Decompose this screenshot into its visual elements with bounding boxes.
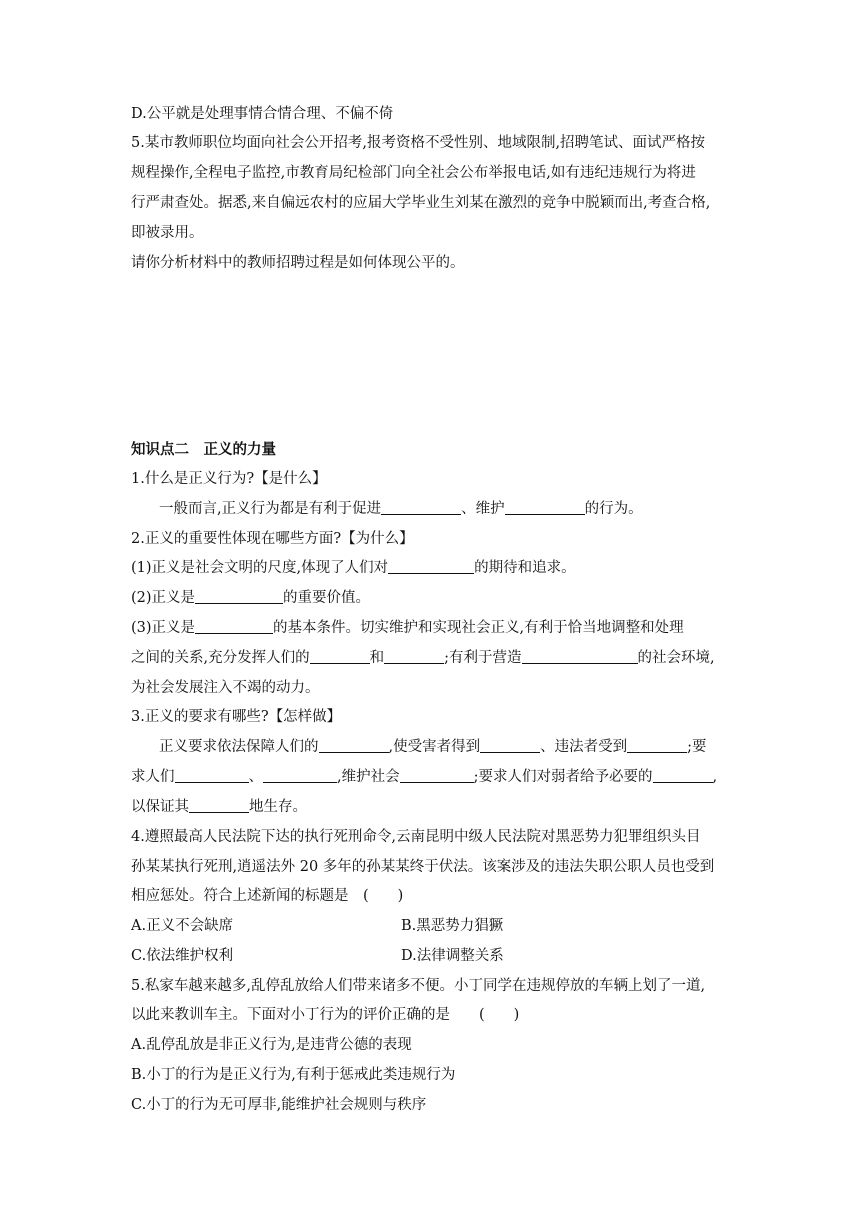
option-b[interactable]: B.黑恶势力猖獗 [401,918,504,934]
blank[interactable] [400,768,474,783]
point-2-item-3: (3)正义是 的基本条件。切实维护和实现社会正义,有利于恰当地调整和处理 [131,620,684,636]
blank[interactable] [627,738,687,753]
blank[interactable] [505,500,585,515]
section-heading: 知识点二 正义的力量 [131,442,276,458]
blank[interactable] [653,768,713,783]
point-3-question: 3.正义的要求有哪些?【怎样做】 [131,709,342,725]
question-4-line-3: 相应惩处。符合上述新闻的标题是 ( ) [131,888,404,904]
blank[interactable] [480,738,540,753]
option-a[interactable]: A.正义不会缺席 [131,918,234,934]
question-5b-line-2: 以此来教训车主。下面对小丁行为的评价正确的是 ( ) [131,1007,520,1023]
question-4-line-2: 孙某某执行死刑,逍遥法外 20 多年的孙某某终于伏法。该案涉及的违法失职公职人员也受到 [131,859,715,875]
option-c[interactable]: C.依法维护权利 [131,948,234,964]
q4-prev-option-d: D.公平就是处理事情合情合理、不偏不倚 [131,106,394,122]
point-2-question: 2.正义的重要性体现在哪些方面?【为什么】 [131,531,414,547]
question-5-line-2: 规程操作,全程电子监控,市教育局纪检部门向全社会公布举报电话,如有违纪违规行为将进 [131,165,696,181]
question-5b-line-1: 5.私家车越来越多,乱停乱放给人们带来诸多不便。小丁同学在违规停放的车辆上划了一道, [131,978,706,994]
blank[interactable] [384,649,444,664]
point-3-answer-line-1: 正义要求依法保障人们的 ,使受害者得到 、违法者受到 ;要 [159,739,707,755]
blank[interactable] [381,500,461,515]
question-4-line-1: 4.遵照最高人民法院下达的执行死刑命令,云南昆明中级人民法院对黑恶势力犯罪组织头目 [131,829,701,845]
option-a[interactable]: A.乱停乱放是非正义行为,是违背公德的表现 [131,1037,412,1053]
blank[interactable] [388,559,474,574]
point-2-item-2: (2)正义是 的重要价值。 [131,590,371,606]
point-2-item-3-end: 为社会发展注入不竭的动力。 [131,680,320,696]
blank[interactable] [195,619,273,634]
question-5-line-4: 即被录用。 [131,225,204,241]
point-3-answer-line-2: 求人们 、 ,维护社会 ;要求人们对弱者给予必要的 , [131,769,718,785]
option-c[interactable]: C.小丁的行为无可厚非,能维护社会规则与秩序 [131,1097,427,1113]
question-5-prompt: 请你分析材料中的教师招聘过程是如何体现公平的。 [131,255,465,271]
blank[interactable] [189,798,249,813]
blank[interactable] [310,649,370,664]
blank[interactable] [175,768,249,783]
point-2-item-3-cont: 之间的关系,充分发挥人们的 和 ;有利于营造 的社会环境, [131,650,715,666]
blank[interactable] [319,738,389,753]
point-1-answer: 一般而言,正义行为都是有利于促进 、维护 的行为。 [159,501,643,517]
blank[interactable] [195,589,283,604]
question-5-line-1: 5.某市教师职位均面向社会公开招考,报考资格不受性别、地域限制,招聘笔试、面试严格按 [131,135,706,151]
point-1-question: 1.什么是正义行为?【是什么】 [131,471,327,487]
point-2-item-1: (1)正义是社会文明的尺度,体现了人们对 的期待和追求。 [131,560,576,576]
point-3-answer-line-3: 以保证其 地生存。 [131,799,307,815]
blank[interactable] [522,649,638,664]
blank[interactable] [263,768,337,783]
option-b[interactable]: B.小丁的行为是正义行为,有利于惩戒此类违规行为 [131,1067,456,1083]
question-4-options-row-2 [131,946,731,966]
question-4-options-row-1 [131,916,731,936]
option-d[interactable]: D.法律调整关系 [401,948,504,964]
question-5-line-3: 行严肃查处。据悉,来自偏远农村的应届大学毕业生刘某在激烈的竞争中脱颖而出,考查合格, [131,195,711,211]
